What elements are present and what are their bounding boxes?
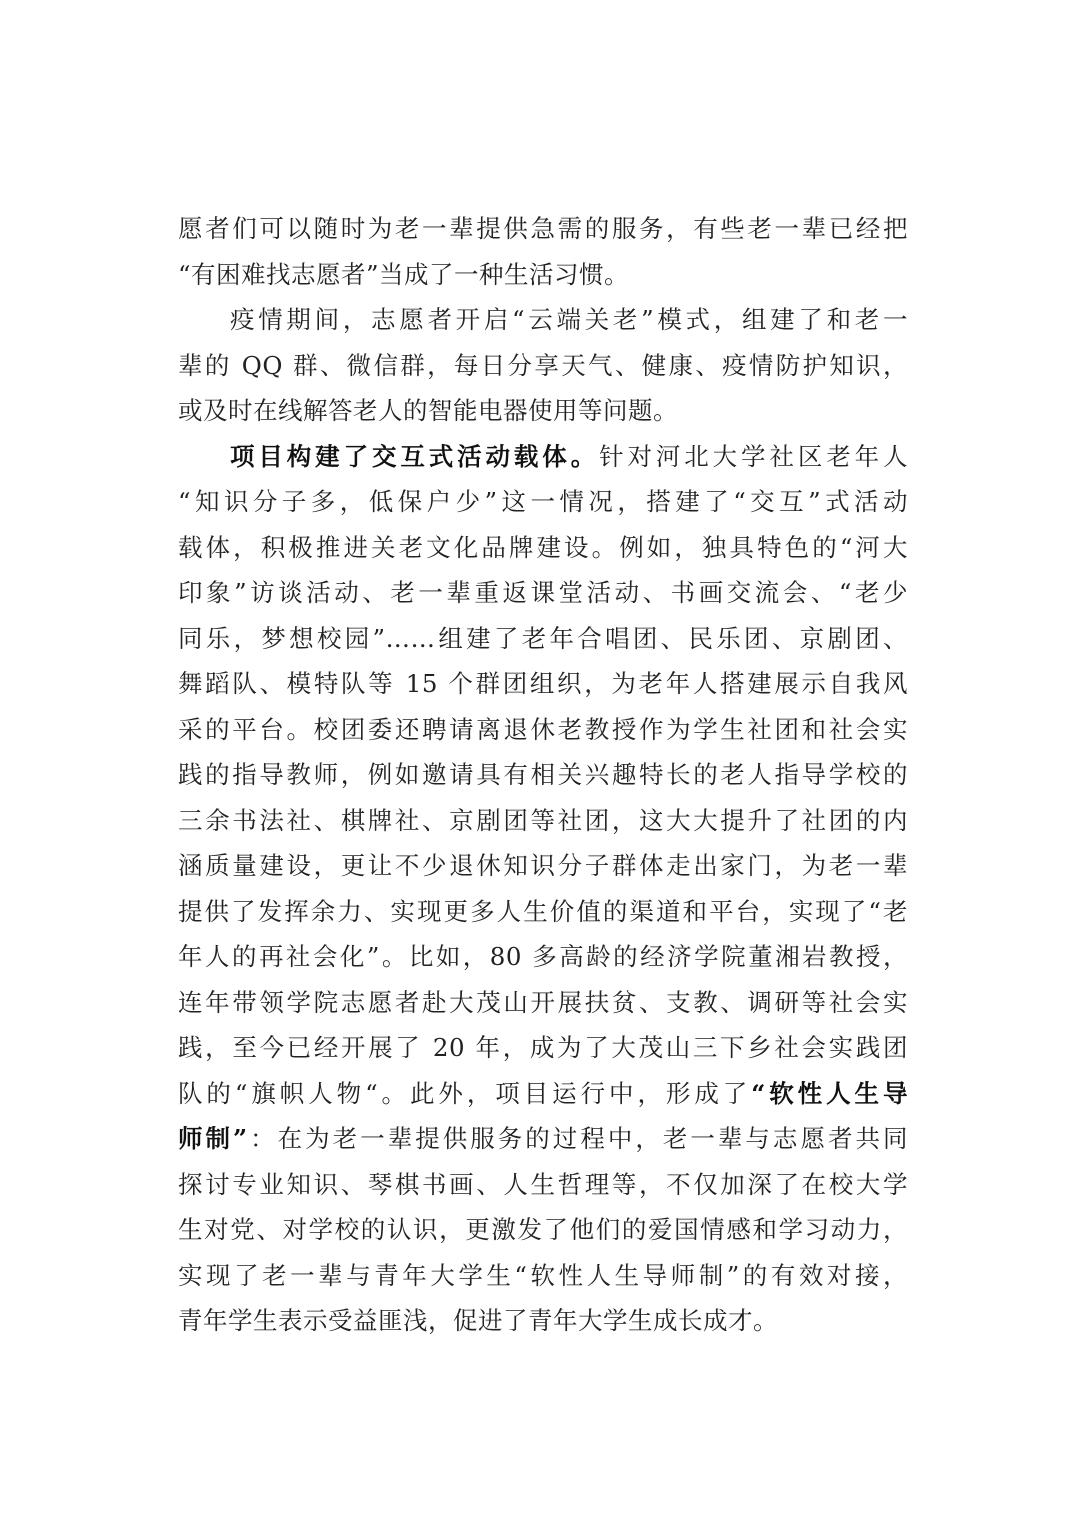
body-text: ：在为老一辈提供服务的过程中，老一辈与志愿者共同 [247,1124,908,1153]
body-text: 探讨专业知识、琴棋书画、人生哲理等，不仅加深了在校大学 [178,1169,908,1199]
text-line [178,525,908,571]
text-line [178,206,908,252]
text-line [178,1207,908,1253]
body-text: 青年学生表示受益匪浅，促进了青年大学生成长成才。 [178,1306,778,1335]
body-text: 针对河北大学社区老年人 [599,441,909,471]
body-text: 同乐，梦想校园”……组建了老年合唱团、民乐团、京剧团、 [178,623,908,653]
paragraph [178,206,908,297]
text-line [178,343,908,389]
paragraph [178,297,908,434]
emphasis-text: 项目构建了交互式活动载体。 [230,441,600,471]
body-text: “有困难找志愿者”当成了一种生活习惯。 [178,259,630,289]
text-line [178,297,908,343]
text-line [178,1025,908,1071]
text-line [178,1162,908,1208]
paragraph [178,434,908,1344]
text-line [178,479,908,525]
text-line [178,434,908,480]
body-text: 疫情期间，志愿者开启“云端关老”模式，组建了和老一 [230,305,908,334]
body-text: 载体，积极推进关老文化品牌建设。例如，独具特色的“河大 [178,532,908,562]
text-line [178,252,908,298]
text-line [178,980,908,1026]
text-line [178,843,908,889]
text-line [178,798,908,844]
text-line [178,616,908,662]
body-text: “知识分子多，低保户少”这一情况，搭建了“交互”式活动 [178,487,908,516]
text-line [178,889,908,935]
text-line [178,934,908,980]
body-text: 生对党、对学校的认识，更激发了他们的爱国情感和学习动力， [178,1215,908,1244]
body-text: 队的“旗帜人物“。此外，项目运行中，形成了 [178,1078,752,1108]
body-text: 践，至今已经开展了 20 年，成为了大茂山三下乡社会实践团 [178,1033,908,1062]
body-text: 或及时在线解答老人的智能电器使用等问题。 [178,396,678,425]
text-line [178,1298,908,1344]
text-line [178,1071,908,1117]
text-line [178,752,908,798]
body-text: 舞蹈队、模特队等 15 个群团组织，为老年人搭建展示自我风 [178,669,908,698]
body-text: 采的平台。校团委还聘请离退休老教授作为学生社团和社会实 [178,714,908,744]
body-text: 涵质量建设，更让不少退休知识分子群体走出家门，为老一辈 [178,851,908,880]
text-line [178,1116,908,1162]
body-text: 愿者们可以随时为老一辈提供急需的服务，有些老一辈已经把 [178,214,908,243]
body-text: 印象”访谈活动、老一辈重返课堂活动、书画交流会、“老少 [178,578,908,607]
body-text: 三余书法社、棋牌社、京剧团等社团，这大大提升了社团的内 [178,805,908,835]
text-line [178,707,908,753]
text-line [178,661,908,707]
body-text: 提供了发挥余力、实现更多人生价值的渠道和平台，实现了“老 [178,896,908,926]
body-text: 年人的再社会化”。比如，80 多高龄的经济学院董湘岩教授， [178,942,908,971]
text-line [178,1253,908,1299]
emphasis-text: 师制” [178,1124,248,1153]
document-body [178,206,908,1344]
text-line [178,388,908,434]
body-text: 实现了老一辈与青年大学生“软性人生导师制”的有效对接， [178,1260,908,1290]
body-text: 连年带领学院志愿者赴大茂山开展扶贫、支教、调研等社会实 [178,987,908,1017]
emphasis-text: “软性人生导 [751,1078,908,1108]
body-text: 践的指导教师，例如邀请具有相关兴趣特长的老人指导学校的 [178,760,908,789]
body-text: 辈的 QQ 群、微信群，每日分享天气、健康、疫情防护知识， [178,350,908,380]
text-line [178,570,908,616]
